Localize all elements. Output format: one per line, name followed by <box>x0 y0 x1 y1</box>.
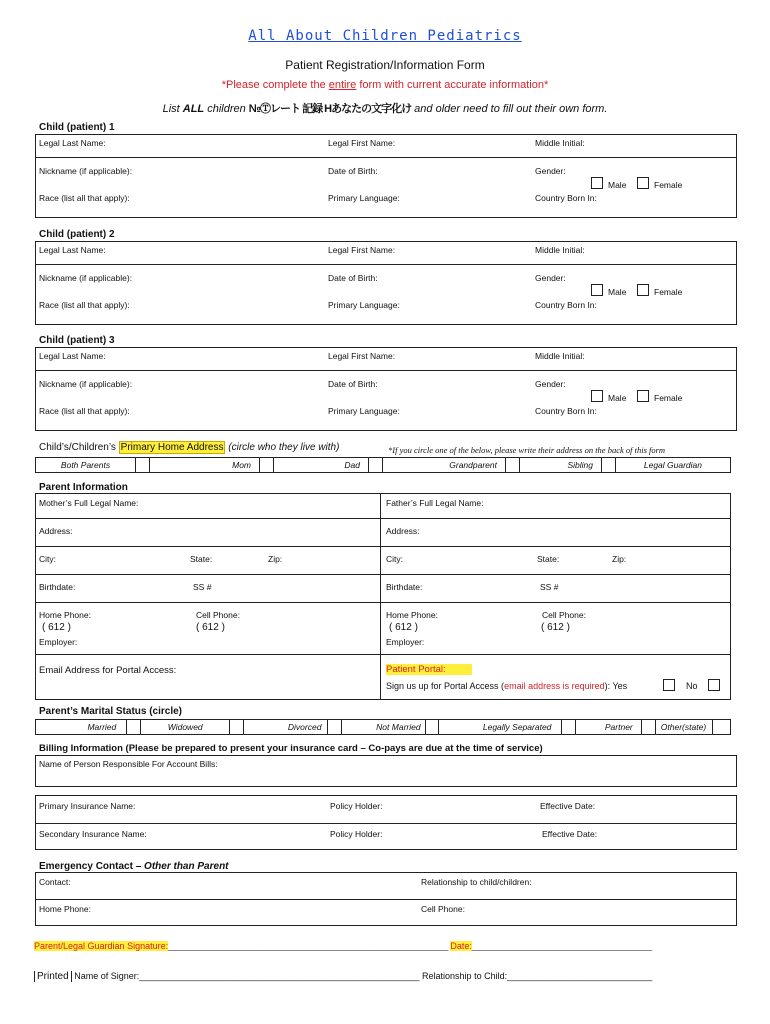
child-3-female-label: Female <box>654 393 683 403</box>
portal-yes-checkbox[interactable] <box>663 679 675 691</box>
mother-employer-label: Employer: <box>39 637 78 647</box>
child-2-male-checkbox[interactable] <box>591 284 603 296</box>
child-1-heading: Child (patient) 1 <box>39 122 115 133</box>
form-instruction: List ALL children №Ⓣレート 記録 Hあなたの文字化け and older need to fill out their own form. <box>162 103 608 115</box>
child-2-language-label: Primary Language: <box>328 300 400 310</box>
mother-address-label: Address: <box>39 526 73 536</box>
marital-separated-checkbox[interactable] <box>562 720 576 734</box>
child-2-legal-last-label: Legal Last Name: <box>39 245 106 255</box>
option-legal-guardian[interactable]: Legal Guardian <box>643 460 702 470</box>
child-2-male-label: Male <box>608 287 627 297</box>
secondary-insurance-label: Secondary Insurance Name: <box>39 829 147 839</box>
option-both-parents-checkbox[interactable] <box>136 458 150 472</box>
child-2-nickname-label: Nickname (if applicable): <box>39 273 133 283</box>
marital-heading: Parent’s Marital Status (circle) <box>39 706 183 717</box>
child-1-nickname-label: Nickname (if applicable): <box>39 166 133 176</box>
portal-no-label: No <box>686 681 698 691</box>
mother-cell-area-code[interactable]: ( 612 ) <box>196 622 225 633</box>
emergency-box <box>35 872 737 926</box>
marital-divorced[interactable]: Divorced <box>244 720 328 734</box>
child-2-middle-initial-label: Middle Initial: <box>535 245 585 255</box>
child-3-language-label: Primary Language: <box>328 406 400 416</box>
signature-row: Parent/Legal Guardian Signature:________________________________________________________ Date:____________________________________ <box>34 941 653 951</box>
child-1-country-label: Country Born In: <box>535 193 597 203</box>
primary-effective-label: Effective Date: <box>540 801 596 811</box>
option-mom-checkbox[interactable] <box>260 458 274 472</box>
emergency-heading: Emergency Contact – Other than Parent <box>39 861 229 872</box>
secondary-policy-holder-label: Policy Holder: <box>330 829 383 839</box>
mother-cell-phone-label: Cell Phone: <box>196 610 240 620</box>
father-home-phone-label: Home Phone: <box>386 610 438 620</box>
father-city-label: City: <box>386 554 403 564</box>
child-3-race-label: Race (list all that apply): <box>39 406 130 416</box>
emergency-cell-phone-label: Cell Phone: <box>421 904 465 914</box>
emergency-relationship-label: Relationship to child/children: <box>421 877 532 887</box>
printed-name-row: Printed Name of Signer:________________________________________________________ Relationship to Child:_____________________________ <box>34 971 734 982</box>
option-grandparent[interactable]: Grandparent <box>383 458 506 472</box>
marital-married-checkbox[interactable] <box>127 720 141 734</box>
marital-other[interactable]: Other(state) <box>656 720 714 734</box>
child-2-heading: Child (patient) 2 <box>39 229 115 240</box>
child-2-gender-label: Gender: <box>535 273 566 283</box>
child-1-legal-first-label: Legal First Name: <box>328 138 396 148</box>
father-state-label: State: <box>537 554 560 564</box>
mother-home-area-code[interactable]: ( 612 ) <box>42 622 71 633</box>
child-3-legal-first-label: Legal First Name: <box>328 351 396 361</box>
marital-separated[interactable]: Legally Separated <box>439 720 562 734</box>
marital-not-married-checkbox[interactable] <box>426 720 440 734</box>
mother-state-label: State: <box>190 554 213 564</box>
child-1-dob-label: Date of Birth: <box>328 166 378 176</box>
portal-title: Patient Portal: <box>386 664 472 675</box>
child-1-male-label: Male <box>608 180 627 190</box>
marital-other-checkbox[interactable] <box>713 720 730 734</box>
marital-widowed[interactable]: Widowed <box>141 720 230 734</box>
emergency-contact-label: Contact: <box>39 877 71 887</box>
insurance-box <box>35 795 737 850</box>
option-dad[interactable]: Dad <box>274 458 369 472</box>
mother-birthdate-label: Birthdate: <box>39 582 76 592</box>
marital-married[interactable]: Married <box>36 720 127 734</box>
portal-signup: Sign us up for Portal Access (email address is required): Yes <box>386 681 628 691</box>
primary-policy-holder-label: Policy Holder: <box>330 801 383 811</box>
option-dad-checkbox[interactable] <box>369 458 383 472</box>
form-title: Patient Registration/Information Form <box>285 58 485 72</box>
relationship-line[interactable]: _____________________________ <box>507 971 653 981</box>
parent-info-heading: Parent Information <box>39 482 128 493</box>
option-sibling-checkbox[interactable] <box>602 458 616 472</box>
marital-divorced-checkbox[interactable] <box>328 720 342 734</box>
child-3-gender-label: Gender: <box>535 379 566 389</box>
option-sibling[interactable]: Sibling <box>520 458 602 472</box>
father-birthdate-label: Birthdate: <box>386 582 423 592</box>
option-mom[interactable]: Mom <box>150 458 260 472</box>
father-ss-label: SS # <box>540 582 559 592</box>
father-home-area-code[interactable]: ( 612 ) <box>389 622 418 633</box>
child-3-male-checkbox[interactable] <box>591 390 603 402</box>
marital-options <box>35 719 731 735</box>
child-1-race-label: Race (list all that apply): <box>39 193 130 203</box>
form-notice: *Please complete the entire form with current accurate information* <box>221 79 549 91</box>
child-1-gender-label: Gender: <box>535 166 566 176</box>
child-3-middle-initial-label: Middle Initial: <box>535 351 585 361</box>
father-employer-label: Employer: <box>386 637 425 647</box>
child-1-legal-last-label: Legal Last Name: <box>39 138 106 148</box>
child-3-female-checkbox[interactable] <box>637 390 649 402</box>
printed-name-line[interactable]: ________________________________________________________ <box>139 971 420 981</box>
billing-heading: Billing Information (Please be prepared to present your insurance card – Co-pays are due at the time of service) <box>39 743 543 754</box>
mother-ss-label: SS # <box>193 582 212 592</box>
signature-line[interactable]: ________________________________________________________ <box>168 941 449 951</box>
child-2-female-label: Female <box>654 287 683 297</box>
mother-home-phone-label: Home Phone: <box>39 610 91 620</box>
child-1-middle-initial-label: Middle Initial: <box>535 138 585 148</box>
child-1-male-checkbox[interactable] <box>591 177 603 189</box>
child-1-female-checkbox[interactable] <box>637 177 649 189</box>
marital-not-married[interactable]: Not Married <box>342 720 425 734</box>
clinic-title: All About Children Pediatrics <box>248 28 522 44</box>
mother-name-label: Mother’s Full Legal Name: <box>39 498 139 508</box>
father-cell-phone-label: Cell Phone: <box>542 610 586 620</box>
child-3-nickname-label: Nickname (if applicable): <box>39 379 133 389</box>
date-line[interactable]: ____________________________________ <box>471 941 653 951</box>
father-cell-area-code[interactable]: ( 612 ) <box>541 622 570 633</box>
child-2-country-label: Country Born In: <box>535 300 597 310</box>
child-3-heading: Child (patient) 3 <box>39 335 115 346</box>
child-3-country-label: Country Born In: <box>535 406 597 416</box>
marital-partner[interactable]: Partner <box>576 720 641 734</box>
child-3-dob-label: Date of Birth: <box>328 379 378 389</box>
child-2-race-label: Race (list all that apply): <box>39 300 130 310</box>
child-3-legal-last-label: Legal Last Name: <box>39 351 106 361</box>
father-address-label: Address: <box>386 526 420 536</box>
option-grandparent-checkbox[interactable] <box>506 458 520 472</box>
emergency-home-phone-label: Home Phone: <box>39 904 91 914</box>
child-2-legal-first-label: Legal First Name: <box>328 245 396 255</box>
home-address-heading: Child’s/Children’s Primary Home Address (circle who they live with) <box>39 442 340 453</box>
billing-responsible-label: Name of Person Responsible For Account Bills: <box>39 759 218 769</box>
portal-no-checkbox[interactable] <box>708 679 720 691</box>
mother-zip-label: Zip: <box>268 554 283 564</box>
child-2-dob-label: Date of Birth: <box>328 273 378 283</box>
option-both-parents[interactable]: Both Parents <box>36 458 136 472</box>
marital-widowed-checkbox[interactable] <box>230 720 244 734</box>
home-address-note: *If you circle one of the below, please write their address on the back of this form <box>388 445 666 455</box>
child-3-male-label: Male <box>608 393 627 403</box>
mother-city-label: City: <box>39 554 56 564</box>
child-1-language-label: Primary Language: <box>328 193 400 203</box>
father-name-label: Father’s Full Legal Name: <box>386 498 484 508</box>
father-zip-label: Zip: <box>612 554 627 564</box>
child-2-female-checkbox[interactable] <box>637 284 649 296</box>
marital-partner-checkbox[interactable] <box>642 720 656 734</box>
home-address-options <box>35 457 731 473</box>
child-1-female-label: Female <box>654 180 683 190</box>
secondary-effective-label: Effective Date: <box>542 829 598 839</box>
primary-insurance-label: Primary Insurance Name: <box>39 801 136 811</box>
email-label: Email Address for Portal Access: <box>39 665 177 676</box>
